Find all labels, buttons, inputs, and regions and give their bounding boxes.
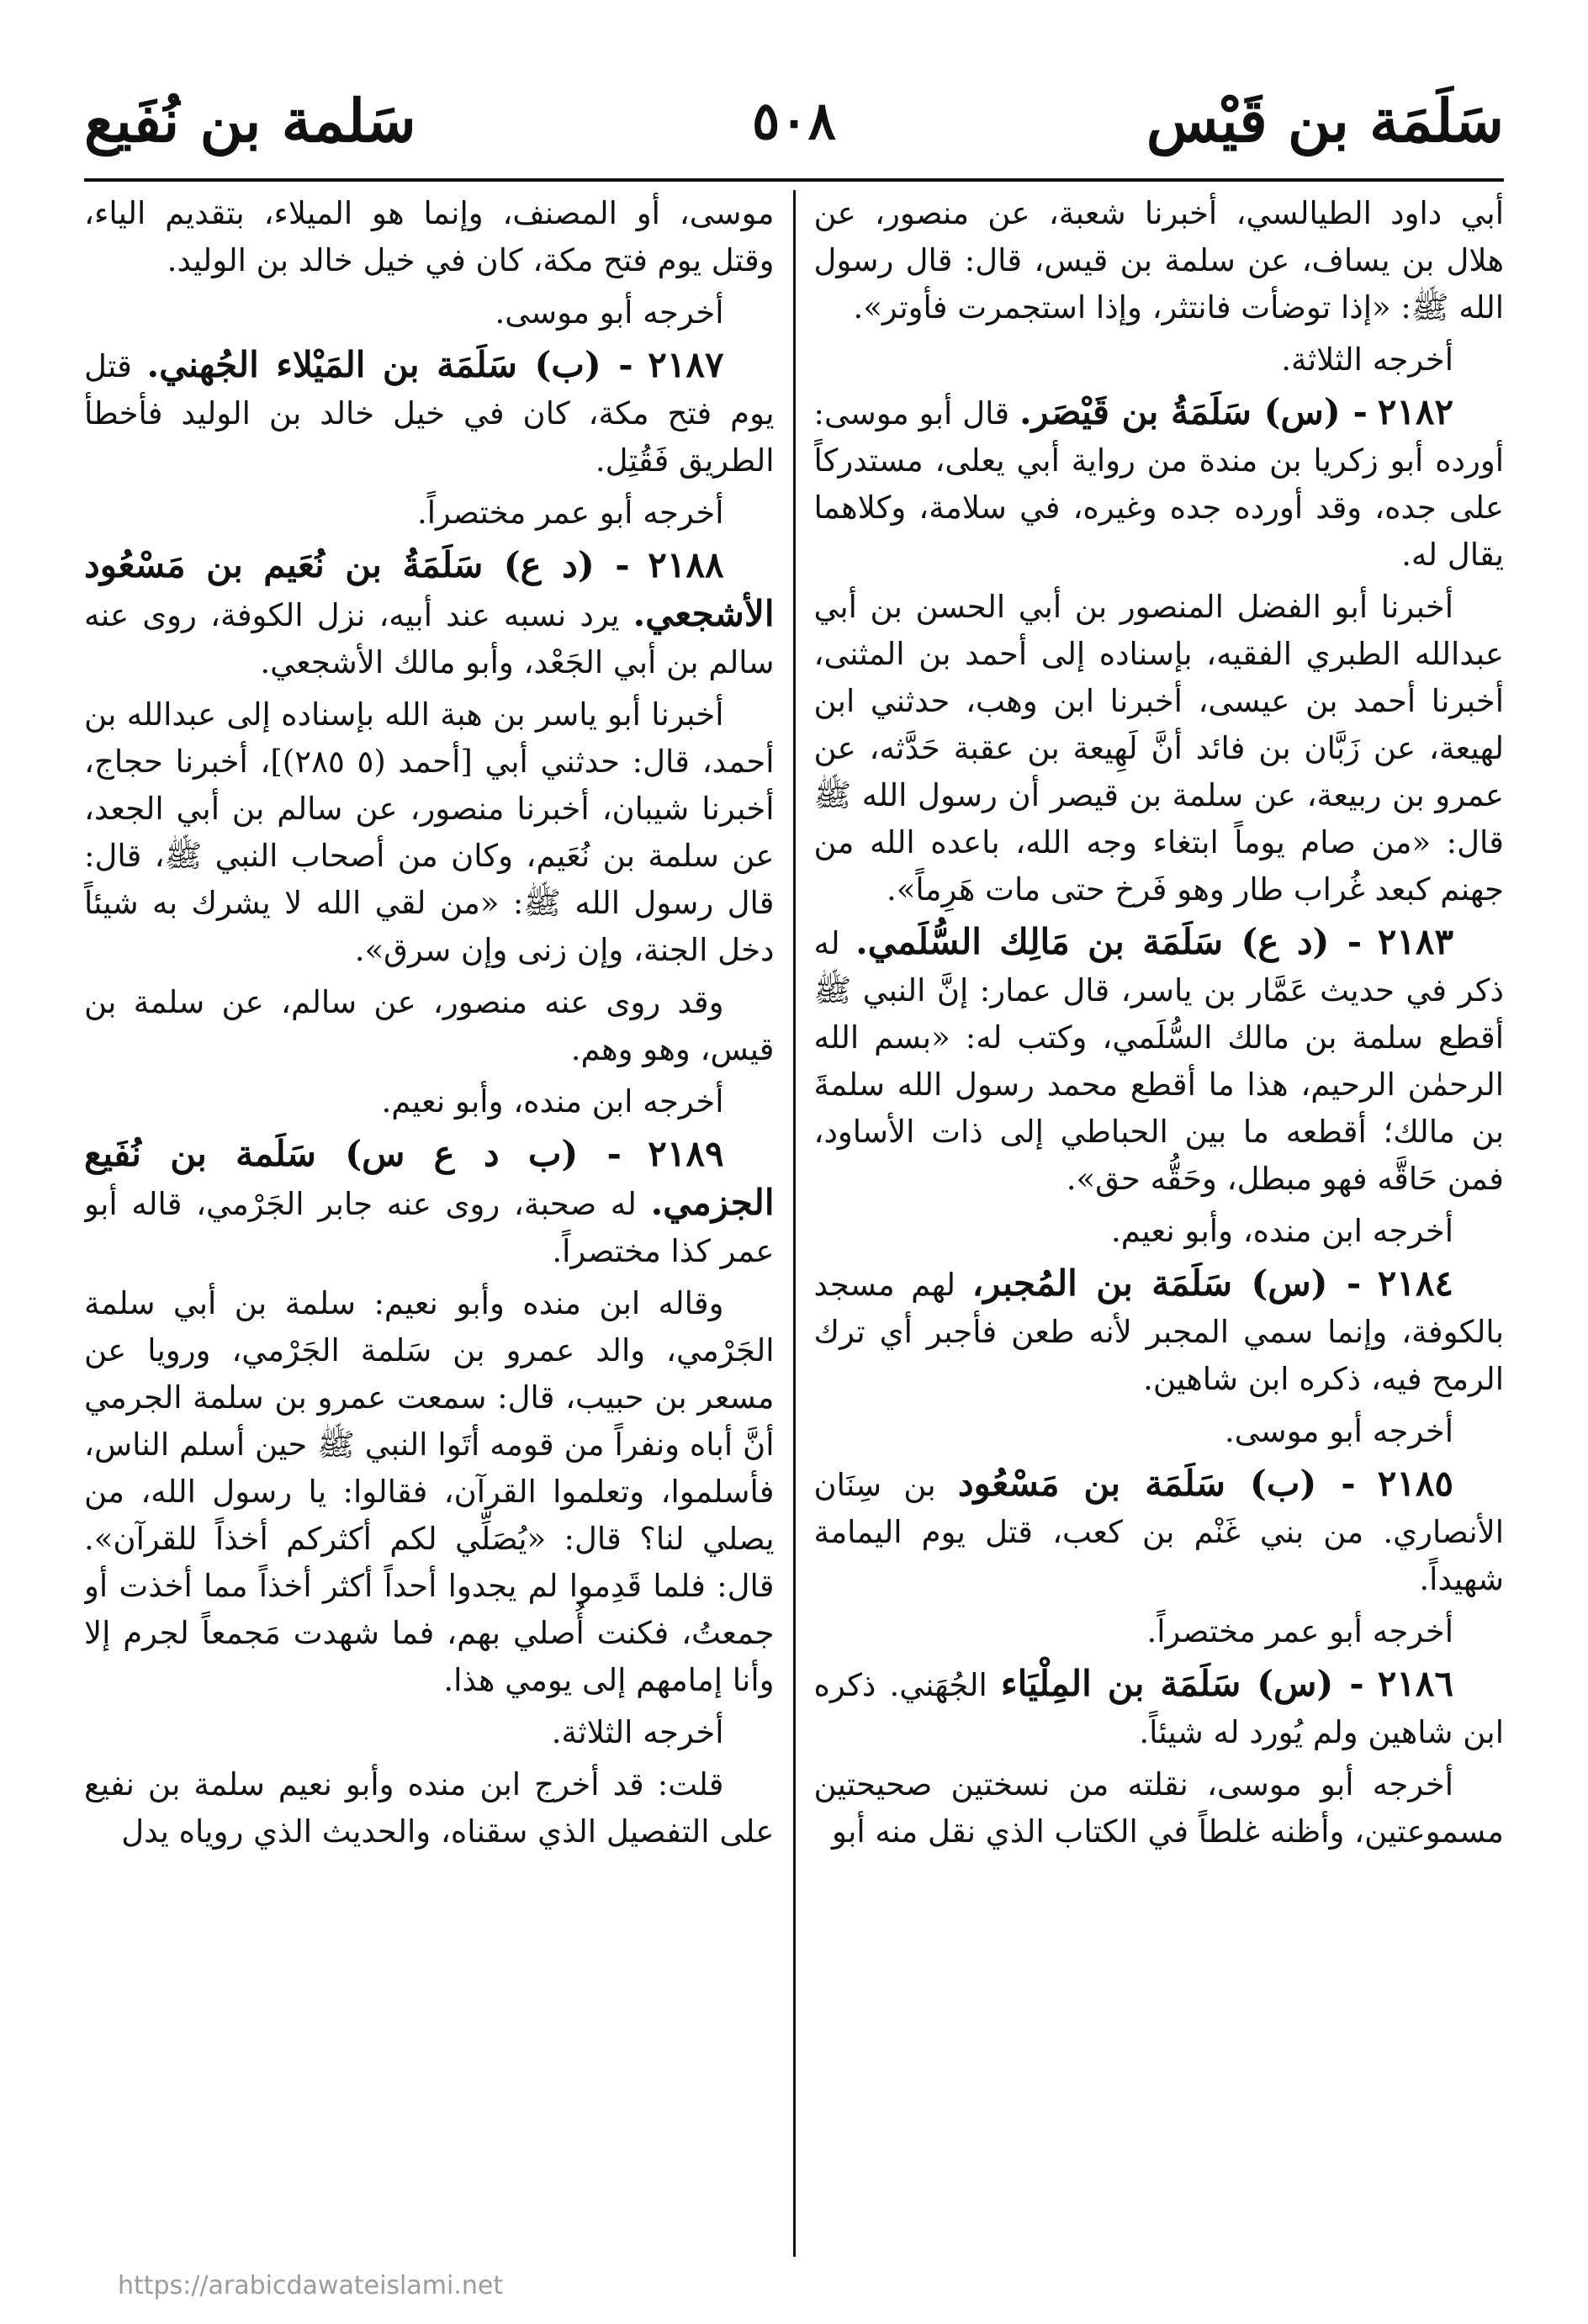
paragraph: أخرجه أبو موسى. bbox=[495, 294, 724, 331]
entry-number: ٢١٨٤ bbox=[1377, 1263, 1453, 1304]
header-title-right: سَلَمَة بن قَيْس bbox=[1146, 85, 1504, 156]
entry-paragraph bbox=[814, 1460, 1505, 1603]
paragraph: أخرجه ابن منده، وأبو نعيم. bbox=[1110, 1213, 1453, 1249]
paragraph: أخرجه أبو عمر مختصراً. bbox=[1146, 1613, 1453, 1649]
entry-text: قال أبو موسى: أورده أبو زكريا بن مندة من رواية أبي يعلى، مستدركاً على جده، وقد أورده جده وغيره، في سلامة، وكلاهما يقال له. bbox=[813, 395, 1504, 573]
entry-paragraph bbox=[814, 389, 1505, 579]
source-watermark: https://arabicdawateislami.net bbox=[118, 2271, 504, 2300]
paragraph: أخرجه أبو عمر مختصراً. bbox=[416, 495, 724, 531]
entry-name: - (ب د ع س) سَلَمة بن نُفَيع الجزمي. bbox=[84, 1133, 775, 1223]
entry-name: - (س) سَلَمَة بن المُجبر، bbox=[971, 1263, 1362, 1304]
entry-number: ٢١٨٩ bbox=[648, 1133, 724, 1174]
page-header bbox=[84, 74, 1504, 167]
paragraph: أخبرنا أبو الفضل المنصور بن أبي الحسن بن أبي عبدالله الطبري الفقيه، بإسناده إلى أحمد بن المثنى، أخبرنا أحمد بن عيسى، أخبرنا ابن وهب، حدثني ابن لهيعة، عن زَبَّان بن فائد أنَّ لَهِيعة بن عقبة حَدَّثه، عن عمرو بن ربيعة، عن سلمة بن قيصر أن رسول الله ﷺ قال: «من صام يوماً ابتغاء وجه الله، باعده الله من جهنم كبعد غُراب طار وهو فَرخ حتى مات هَرِماً». bbox=[813, 589, 1504, 908]
entry-paragraph bbox=[814, 918, 1505, 1203]
text-columns bbox=[84, 190, 1504, 2257]
entry-paragraph bbox=[84, 1130, 775, 1275]
paragraph: أخرجه ابن منده، وأبو نعيم. bbox=[381, 1083, 724, 1120]
paragraph: وقد روى عنه منصور، عن سالم، عن سلمة بن قيس، وهو وهم. bbox=[84, 984, 775, 1067]
left-column bbox=[84, 190, 775, 2257]
page-number: ٥٠٨ bbox=[752, 89, 836, 151]
entry-name: - (ب) سَلَمَة بن المَيْلاء الجُهني. bbox=[146, 344, 633, 385]
entry-text: له ذكر في حديث عَمَّار بن ياسر، قال عمار: إنَّ النبي ﷺ أقطع سلمة بن مالك السُّلَمي، وكتب له: «بسم الله الرحمٰن الرحيم، هذا ما أقطع محمد رسول الله سلمةَ بن مالك؛ أقطعه ما بين الحباطي إلى ذات الأساود، فمن حَاقَّه فهو مبطل، وحَقُّه حق». bbox=[813, 925, 1504, 1197]
entry-text: لهم مسجد بالكوفة، وإنما سمي المجبر لأنه طعن فأجبر أي ترك الرمح فيه، ذكره ابن شاهين. bbox=[813, 1267, 1504, 1397]
entry-number: ٢١٨٦ bbox=[1377, 1663, 1454, 1704]
entry-number: ٢١٨٢ bbox=[1377, 391, 1453, 432]
entry-paragraph bbox=[814, 1660, 1505, 1756]
entry-text: بن سِنَان الأنصاري. من بني غَنْم بن كعب، قتل يوم اليمامة شهيداً. bbox=[813, 1467, 1504, 1597]
entry-name: - (ب) سَلَمَة بن مَسْعُود bbox=[957, 1463, 1356, 1504]
paragraph: أبي داود الطيالسي، أخبرنا شعبة، عن منصور، عن هلال بن يساف، عن سلمة بن قيس، قال: قال رسول الله ﷺ: «إذا توضأت فانتثر، وإذا استجمرت فأوتر». bbox=[813, 195, 1504, 326]
paragraph: أخرجه أبو موسى، نقلته من نسختين صحيحتين مسموعتين، وأظنه غلطاً في الكتاب الذي نقل منه أبو bbox=[813, 1766, 1504, 1850]
entry-name: - (د ع) سَلَمَة بن مَالِك السُّلَمي. bbox=[855, 921, 1363, 962]
entry-name: - (س) سَلَمَة بن المِلْيَاء bbox=[1000, 1663, 1364, 1704]
header-rule bbox=[84, 178, 1504, 182]
entry-text: يرد نسبه عند أبيه، نزل الكوفة، روى عنه سالم بن أبي الجَعْد، وأبو مالك الأشجعي. bbox=[84, 597, 775, 680]
column-divider bbox=[793, 190, 796, 2257]
paragraph: قلت: قد أخرج ابن منده وأبو نعيم سلمة بن نفيع على التفصيل الذي سقناه، والحديث الذي روياه يدل bbox=[84, 1766, 775, 1850]
right-column bbox=[814, 190, 1505, 2257]
paragraph: أخرجه الثلاثة. bbox=[551, 1714, 724, 1750]
entry-name: - (س) سَلَمَةُ بن قَيْصَر. bbox=[1019, 391, 1368, 432]
entry-paragraph bbox=[814, 1260, 1505, 1403]
paragraph: أخبرنا أبو ياسر بن هبة الله بإسناده إلى عبدالله بن أحمد، قال: حدثني أبي [أحمد (٥ ٢٨٥)]، أخبرنا حجاج، أخبرنا شيبان، أخبرنا منصور، عن سالم بن أبي الجعد، عن سلمة بن نُعَيم، وكان من أصحاب النبي ﷺ، قال: قال رسول الله ﷺ: «من لقي الله لا يشرك به شيئاً دخل الجنة، وإن زنى وإن سرق». bbox=[84, 696, 775, 968]
entry-number: ٢١٨٣ bbox=[1377, 921, 1453, 962]
entry-text: له صحبة، روى عنه جابر الجَرْمي، قاله أبو عمر كذا مختصراً. bbox=[84, 1186, 775, 1269]
header-title-left: سَلمة بن نُفَيع bbox=[84, 85, 416, 156]
entry-paragraph bbox=[84, 542, 775, 686]
entry-text: الجُهَني. ذكره ابن شاهين ولم يُورد له شيئاً. bbox=[813, 1667, 1504, 1750]
entry-number: ٢١٨٨ bbox=[648, 544, 724, 585]
entry-number: ٢١٨٥ bbox=[1377, 1463, 1454, 1504]
paragraph: أخرجه الثلاثة. bbox=[1281, 341, 1453, 378]
paragraph: موسى، أو المصنف، وإنما هو الميلاء، بتقديم الياء، وقتل يوم فتح مكة، كان في خيل خالد بن الوليد. bbox=[84, 195, 775, 278]
entry-number: ٢١٨٧ bbox=[648, 344, 724, 385]
paragraph: وقاله ابن منده وأبو نعيم: سلمة بن أبي سلمة الجَرْمي، والد عمرو بن سَلمة الجَرْمي، ورويا عن مسعر بن حبيب، قال: سمعت عمرو بن سلمة الجرمي أنَّ أباه ونفراً من قومه أتَوا النبي ﷺ حين أسلم الناس، فأسلموا، وتعلموا القرآن، فقالوا: يا رسول الله، من يصلي لنا؟ قال: «يُصَلِّي لكم أكثركم أخذاً للقرآن». قال: فلما قَدِموا لم يجدوا أحداً أكثر أخذاً مما أخذت أو جمعتُ، فكنت أُصلي بهم، فما شهدت مَجمعاً لجرم إلا وأنا إمامهم إلى يومي هذا. bbox=[84, 1285, 775, 1698]
entry-paragraph bbox=[84, 341, 775, 484]
entry-text: قتل يوم فتح مكة، كان في خيل خالد بن الوليد فأخطأ الطريق فَقُتِل. bbox=[84, 348, 775, 479]
entry-name: - (د ع) سَلَمَةُ بن نُعَيم بن مَسْعُود الأشجعي. bbox=[84, 544, 775, 634]
paragraph: أخرجه أبو موسى. bbox=[1224, 1413, 1453, 1449]
